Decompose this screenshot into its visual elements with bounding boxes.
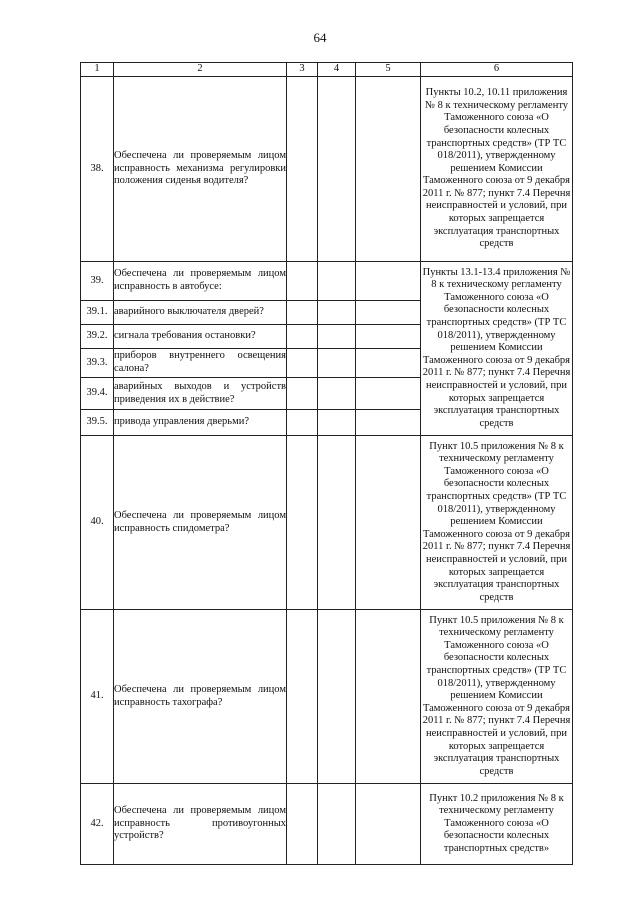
checklist-table xyxy=(80,62,573,865)
answer-cell-yes[interactable] xyxy=(287,349,318,378)
row-number: 42. xyxy=(81,784,114,865)
row-number: 39.1. xyxy=(81,301,114,325)
header-col-1: 1 xyxy=(81,63,114,77)
answer-cell-na[interactable] xyxy=(356,436,421,610)
row-number: 39. xyxy=(81,262,114,301)
question-text: приборов внутреннего освещения салона? xyxy=(114,349,287,378)
table-row-42 xyxy=(81,784,573,865)
question-text: Обеспечена ли проверяемым лицом исправность тахографа? xyxy=(114,610,287,784)
answer-cell-yes[interactable] xyxy=(287,301,318,325)
legal-reference: Пункты 13.1-13.4 приложения № 8 к техническому регламенту Таможенного союза «О безопасности колесных транспортных средств» (ТР ТС 018/2011), утвержденному решением Комиссии Таможенного союза от 9 декабря 2011 г. № 877; пункт 7.4 Перечня неисправностей и условий, при которых запрещается эксплуатация транспортных средств xyxy=(421,262,573,436)
answer-cell-na[interactable] xyxy=(356,301,421,325)
question-text: сигнала требования остановки? xyxy=(114,325,287,349)
table-row-39 xyxy=(81,262,573,301)
answer-cell-yes[interactable] xyxy=(287,436,318,610)
answer-cell-na[interactable] xyxy=(356,410,421,436)
answer-cell-na[interactable] xyxy=(356,262,421,301)
table-row-40 xyxy=(81,436,573,610)
table-row-41 xyxy=(81,610,573,784)
legal-reference: Пункт 10.5 приложения № 8 к техническому регламенту Таможенного союза «О безопасности колесных транспортных средств» (ТР ТС 018/2011), утвержденному решением Комиссии Таможенного союза от 9 декабря 2011 г. № 877; пункт 7.4 Перечня неисправностей и условий, при которых запрещается эксплуатация транспортных средств xyxy=(421,610,573,784)
header-col-6: 6 xyxy=(421,63,573,77)
header-col-2: 2 xyxy=(114,63,287,77)
question-text: Обеспечена ли проверяемым лицом исправность механизма регулировки положения сиденья водителя? xyxy=(114,77,287,262)
question-text: аварийного выключателя дверей? xyxy=(114,301,287,325)
question-text: Обеспечена ли проверяемым лицом исправность спидометра? xyxy=(114,436,287,610)
question-text: аварийных выходов и устройств приведения их в действие? xyxy=(114,378,287,410)
answer-cell-na[interactable] xyxy=(356,349,421,378)
answer-cell-na[interactable] xyxy=(356,784,421,865)
answer-cell-yes[interactable] xyxy=(287,262,318,301)
row-number: 39.5. xyxy=(81,410,114,436)
answer-cell-na[interactable] xyxy=(356,610,421,784)
answer-cell-no[interactable] xyxy=(318,349,356,378)
answer-cell-no[interactable] xyxy=(318,262,356,301)
answer-cell-no[interactable] xyxy=(318,77,356,262)
answer-cell-no[interactable] xyxy=(318,301,356,325)
legal-reference: Пункт 10.2 приложения № 8 к техническому регламенту Таможенного союза «О безопасности колесных транспортных средств» xyxy=(421,784,573,865)
answer-cell-no[interactable] xyxy=(318,325,356,349)
answer-cell-no[interactable] xyxy=(318,436,356,610)
answer-cell-yes[interactable] xyxy=(287,610,318,784)
row-number: 39.2. xyxy=(81,325,114,349)
answer-cell-no[interactable] xyxy=(318,784,356,865)
answer-cell-na[interactable] xyxy=(356,77,421,262)
row-number: 40. xyxy=(81,436,114,610)
answer-cell-yes[interactable] xyxy=(287,77,318,262)
legal-reference: Пункты 10.2, 10.11 приложения № 8 к техническому регламенту Таможенного союза «О безопасности колесных транспортных средств» (ТР ТС 018/2011), утвержденному решением Комиссии Таможенного союза от 9 декабря 2011 г. № 877; пункт 7.4 Перечня неисправностей и условий, при которых запрещается эксплуатация транспортных средств xyxy=(421,77,573,262)
legal-reference: Пункт 10.5 приложения № 8 к техническому регламенту Таможенного союза «О безопасности колесных транспортных средств» (ТР ТС 018/2011), утвержденному решением Комиссии Таможенного союза от 9 декабря 2011 г. № 877; пункт 7.4 Перечня неисправностей и условий, при которых запрещается эксплуатация транспортных средств xyxy=(421,436,573,610)
table-header-row xyxy=(81,63,573,77)
answer-cell-na[interactable] xyxy=(356,378,421,410)
header-col-3: 3 xyxy=(287,63,318,77)
question-text: Обеспечена ли проверяемым лицом исправность в автобусе: xyxy=(114,262,287,301)
answer-cell-yes[interactable] xyxy=(287,378,318,410)
header-col-5: 5 xyxy=(356,63,421,77)
answer-cell-yes[interactable] xyxy=(287,784,318,865)
answer-cell-na[interactable] xyxy=(356,325,421,349)
row-number: 41. xyxy=(81,610,114,784)
answer-cell-no[interactable] xyxy=(318,378,356,410)
page-number: 64 xyxy=(313,30,327,45)
answer-cell-no[interactable] xyxy=(318,410,356,436)
answer-cell-yes[interactable] xyxy=(287,410,318,436)
row-number: 38. xyxy=(81,77,114,262)
table-row-38 xyxy=(81,77,573,262)
row-number: 39.3. xyxy=(81,349,114,378)
row-number: 39.4. xyxy=(81,378,114,410)
header-col-4: 4 xyxy=(318,63,356,77)
answer-cell-yes[interactable] xyxy=(287,325,318,349)
question-text: привода управления дверьми? xyxy=(114,410,287,436)
answer-cell-no[interactable] xyxy=(318,610,356,784)
question-text: Обеспечена ли проверяемым лицом исправность противоугонных устройств? xyxy=(114,784,287,865)
